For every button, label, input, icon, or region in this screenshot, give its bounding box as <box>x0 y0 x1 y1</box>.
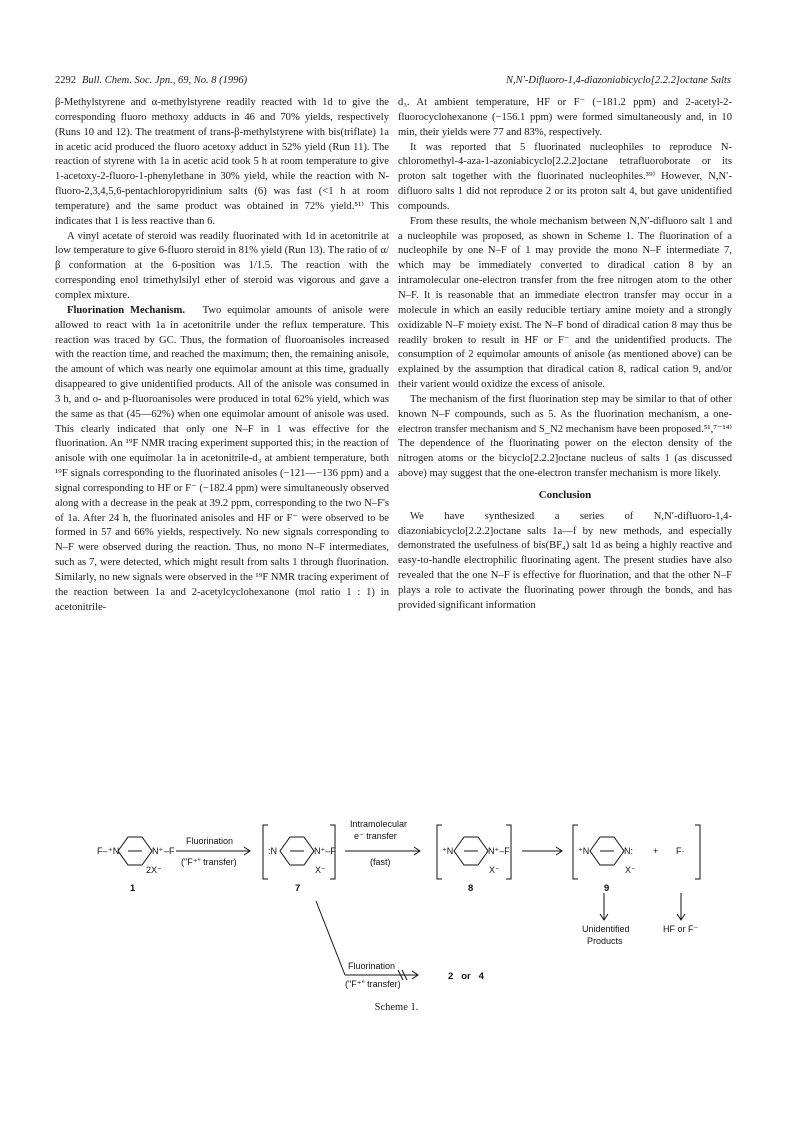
compound-label-7: 7 <box>295 883 301 894</box>
paragraph: A vinyl acetate of steroid was readily fluorinated with 1d in acetonitrile at low temperature to give 6-fluoro steroid in 81% yield (Run 13). The ratio of α/β conformation at the 6-position was 1/1.5. The reaction with the corresponding enol trimethylsilyl ether of steroid was vigorous and gave a complex mixture. <box>55 230 389 301</box>
journal-citation: Bull. Chem. Soc. Jpn., 69, No. 8 (1996) <box>82 75 248 86</box>
n-plus-label: ⁺N <box>108 846 120 856</box>
f-right-1: –F <box>164 846 175 856</box>
product-unidentified-line2: Products <box>587 936 623 946</box>
f-left-1: F– <box>97 846 108 856</box>
plus-sign: + <box>653 846 659 856</box>
compound-label-8: 8 <box>468 883 474 894</box>
compound-8-structure <box>454 837 488 865</box>
compound-label-9: 9 <box>604 883 610 894</box>
n-radical-cation-label: ⁺N <box>578 846 590 856</box>
paragraph: From these results, the whole mechanism between N,N′-difluoro salt 1 and a nucleophile was proposed, as shown in Scheme 1. The fluorination of a nucleophile by one N–F of 1 may provide the mono N–F intermediate 7, which may be immediately converted to diradical cation 8 by an intramolecular one-electron transfer from the free nitrogen atom to the other N–F. It is reasonable that an immediate electron transfer may occur in a molecule in which an easily reducible tertiary amine moiety and a strongly oxidizable N–F moiety exist. The N–F bond of diradical cation 8 may thus be readily broken to result in HF or F⁻ and the unidentified products. The consumption of 2 equimolar amounts of anisole (as mentioned above) can be explained by the assumption that diradical cation 8, radical cation 9, and/or their varient would oxidize the excess of anisole. <box>398 215 732 391</box>
n-plus-label: N⁺–F <box>314 846 336 856</box>
arrow3-label-top: Fluorination <box>348 961 396 971</box>
page-number: 2292 <box>55 75 76 86</box>
counterion-8: X⁻ <box>489 865 500 875</box>
right-column <box>398 96 732 614</box>
section-heading-conclusion: Conclusion <box>538 488 592 501</box>
arrow1-label-top: Fluorination <box>186 836 234 846</box>
paragraph: We have synthesized a series of N,N′-difluoro-1,4-diazoniabicyclo[2.2.2]octane salts 1a—f by new methods, and especially demonstrated the usefulness of bis(BF₄) salt 1d as being a highly reactive and easy-to-handle electrophilic fluorinating agent. The present studies have also revealed that the one N–F is effective for fluorination, and that the other N–F plays a role to activate the fluorinating power through the bonds, and has provided significant information <box>398 510 732 611</box>
running-title: N,N′-Difluoro-1,4-diazoniabicyclo[2.2.2]octane Salts <box>505 75 731 86</box>
products-2-or-4: 2 or 4 <box>448 971 484 982</box>
paragraph: d₃. At ambient temperature, HF or F⁻ (−181.2 ppm) and 2-acetyl-2-fluorocyclohexanone (−156.1 ppm) were formed simultaneously and, in 10 min, their yields were 77 and 83%, respectively. <box>398 97 732 138</box>
left-column <box>55 96 389 616</box>
running-head <box>55 75 731 86</box>
arrow1-label-bottom: ("F⁺" transfer) <box>181 857 237 867</box>
arrow3-label-bottom: ("F⁺" transfer) <box>345 979 401 989</box>
arrow2-label-bottom: (fast) <box>370 857 391 867</box>
branch-line <box>316 901 345 975</box>
n-amine-label: N: <box>624 846 633 856</box>
fluoride-radical: F· <box>676 846 685 856</box>
paragraph-text: Two equimolar amounts of anisole were allowed to react with 1a in acetonitrile under the reflux temperature. This reaction was traced by GC. Thus, the formation of fluoroanisoles increased with the reaction time, and reached the maximum; then, the remaining anisole, the amount of which was nearly one equimolar amount at this time, gradually disappeared to give unidentified products. All of the anisole was consumed in 3 h, and o- and p-fluoroanisoles were produced in total 62% yield, which was the same as that (45—62%) when one equimolar amount of anisole was used. This clearly indicated that only one N–F in 1 was effective for the fluorination. An ¹⁹F NMR tracing experiment supported this; in the reaction of anisole with one equimolar 1a in acetonitrile-d₃ at ambient temperature, both ¹⁹F signals corresponding to the fluorinated anisoles (−121—−136 ppm) and a signal corresponding to HF or F⁻ (−182.4 ppm) were simultaneously observed along with a decrease in the peak at 39.2 ppm, corresponding to the two N–F's of 1a. After 24 h, the fluorinated anisoles and HF or F⁻ were observed to be formed in 57 and 66% yields, respectively. No new signals corresponding to N–F were observed during the reaction. Thus, no mono N–F intermediates, such as 7, were detected, which might result from salts 1 through fluorination. Similarly, no new signals were observed in the ¹⁹F NMR tracing experiment of the reaction between 1a and 2-acetylcyclohexanone (mol ratio 1 : 1) in acetonitrile- <box>55 304 389 613</box>
header-left <box>55 75 247 86</box>
paragraph: β-Methylstyrene and α-methylstyrene readily reacted with 1d to give the corresponding fluoro methoxy adducts in 46 and 70% yields, respectively (Runs 10 and 12). The treatment of trans-β-methylstyrene with bis(triflate) 1a in acetic acid produced the fluoro acetoxy adduct in 52% yield (Run 11). The reaction of styrene with 1a in acetic acid took 5 h at room temperature to give 1-acetoxy-2-fluoro-1-phenylethane in 30% yield, while the reaction with N-fluoro-2,3,4,5,6-pentachloropyridinium salts (6) was fast (<1 h at room temperature) and the same product was obtained in 72% yield.⁵¹⁾ This indicates that 1 is less reactive than 6. <box>55 97 389 227</box>
reaction-scheme-diagram <box>80 815 730 1015</box>
paragraph: It was reported that 5 fluorinated nucleophiles to reproduce N-chloromethyl-4-aza-1-azoniabicyclo[2.2.2]octane tetrafluoroborate or its proton salt together with the fluorinated nucleophiles.³⁹⁾ However, N,N′-difluoro salts 1 did not reproduce 2 or its proton salt 4, but gave unidentified compounds. <box>398 141 732 212</box>
n-plus-label: N⁺–F <box>488 846 510 856</box>
counterion-1: 2X⁻ <box>146 865 162 875</box>
compound-9-structure <box>590 837 624 865</box>
n-radical-label: :N <box>268 846 277 856</box>
product-hf: HF or F⁻ <box>663 924 699 934</box>
arrow2-label-top1: Intramolecular <box>350 819 408 829</box>
counterion-7: X⁻ <box>315 865 326 875</box>
scheme-caption: Scheme 1. <box>374 1002 419 1013</box>
paragraph <box>55 304 389 616</box>
scheme-1 <box>80 815 730 1015</box>
compound-label-1: 1 <box>130 883 136 894</box>
counterion-9: X⁻ <box>625 865 636 875</box>
section-heading-fluorination-mechanism: Fluorination Mechanism. <box>67 304 185 316</box>
product-unidentified-line1: Unidentified <box>582 924 630 934</box>
compound-1-structure <box>118 837 152 865</box>
n-plus-label: N⁺ <box>152 846 164 856</box>
n-radical-cation-label: ⁺N <box>442 846 454 856</box>
paragraph: The mechanism of the first fluorination step may be similar to that of other known N–F compounds, such as 5. As the fluorination mechanism, a one-electron transfer mechanism and S_N2 mechanism have been proposed.⁵¹,⁷⁻¹⁴⁾ The dependence of the fluorinating power on the electon density of the nitrogen atoms or the bicyclo[2.2.2]octane nucleus of salts 1 (as discussed above) may suggest that the one-electron transfer mechanism is more likely. <box>398 393 732 480</box>
compound-7-structure <box>280 837 314 865</box>
arrow2-label-top2: e⁻ transfer <box>354 831 397 841</box>
